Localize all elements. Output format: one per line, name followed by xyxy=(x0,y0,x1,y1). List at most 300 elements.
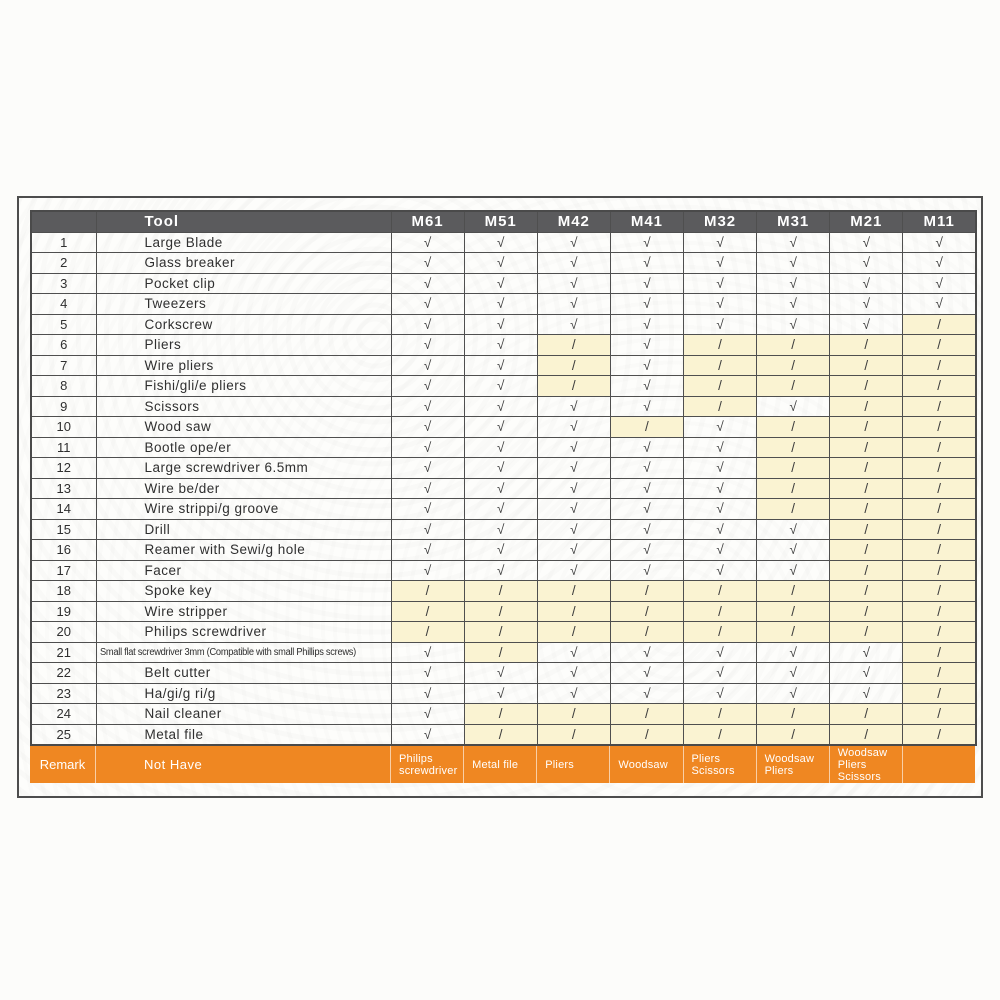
remark-cell-m51 xyxy=(463,746,536,783)
not-have-mark: / xyxy=(903,601,976,622)
have-mark: √ xyxy=(903,273,976,294)
have-mark: √ xyxy=(537,232,610,253)
tool-name: Wire be/der xyxy=(96,478,391,499)
tool-name: Spoke key xyxy=(96,581,391,602)
row-number: 1 xyxy=(31,232,96,253)
table-row xyxy=(31,232,976,253)
have-mark: √ xyxy=(537,253,610,274)
tool-name: Large Blade xyxy=(96,232,391,253)
have-mark: √ xyxy=(537,396,610,417)
not-have-mark: / xyxy=(391,622,464,643)
have-mark: √ xyxy=(684,499,757,520)
not-have-mark: / xyxy=(757,499,830,520)
remark-cell-m42 xyxy=(536,746,609,783)
have-mark: √ xyxy=(610,458,683,479)
table-row xyxy=(31,663,976,684)
have-mark: √ xyxy=(684,232,757,253)
remark-line: Pliers xyxy=(691,752,721,765)
tool-name: Wire pliers xyxy=(96,355,391,376)
not-have-mark: / xyxy=(537,581,610,602)
column-header-tool: Tool xyxy=(96,211,391,232)
have-mark: √ xyxy=(684,683,757,704)
not-have-mark: / xyxy=(903,683,976,704)
table-row xyxy=(31,683,976,704)
have-mark: √ xyxy=(391,396,464,417)
have-mark: √ xyxy=(464,540,537,561)
have-mark: √ xyxy=(610,499,683,520)
have-mark: √ xyxy=(610,355,683,376)
not-have-mark: / xyxy=(464,724,537,745)
tool-comparison xyxy=(30,210,975,783)
not-have-mark: / xyxy=(830,478,903,499)
table-row xyxy=(31,273,976,294)
tool-name: Drill xyxy=(96,519,391,540)
column-header-m61: M61 xyxy=(391,211,464,232)
table-row xyxy=(31,376,976,397)
have-mark: √ xyxy=(610,437,683,458)
not-have-mark: / xyxy=(830,396,903,417)
have-mark: √ xyxy=(391,355,464,376)
tool-name: Corkscrew xyxy=(96,314,391,335)
have-mark: √ xyxy=(757,396,830,417)
have-mark: √ xyxy=(537,663,610,684)
have-mark: √ xyxy=(684,519,757,540)
tool-name: Scissors xyxy=(96,396,391,417)
have-mark: √ xyxy=(757,273,830,294)
have-mark: √ xyxy=(464,273,537,294)
tool-name: Wire stripper xyxy=(96,601,391,622)
remark-line: Pliers xyxy=(545,758,574,771)
not-have-mark: / xyxy=(830,458,903,479)
not-have-mark: / xyxy=(684,622,757,643)
table-row xyxy=(31,560,976,581)
have-mark: √ xyxy=(464,663,537,684)
have-mark: √ xyxy=(464,253,537,274)
not-have-mark: / xyxy=(903,437,976,458)
remark-line: Woodsaw xyxy=(837,746,888,759)
have-mark: √ xyxy=(610,540,683,561)
row-number: 10 xyxy=(31,417,96,438)
have-mark: √ xyxy=(610,376,683,397)
table-row xyxy=(31,601,976,622)
not-have-mark: / xyxy=(464,642,537,663)
not-have-mark: / xyxy=(537,335,610,356)
have-mark: √ xyxy=(830,314,903,335)
have-mark: √ xyxy=(537,499,610,520)
tool-name: Large screwdriver 6.5mm xyxy=(96,458,391,479)
tool-name: Pocket clip xyxy=(96,273,391,294)
have-mark: √ xyxy=(391,253,464,274)
not-have-mark: / xyxy=(610,601,683,622)
column-header-m21: M21 xyxy=(830,211,903,232)
table-row xyxy=(31,294,976,315)
have-mark: √ xyxy=(610,314,683,335)
have-mark: √ xyxy=(684,273,757,294)
not-have-mark: / xyxy=(537,724,610,745)
table-row xyxy=(31,478,976,499)
not-have-mark: / xyxy=(830,437,903,458)
have-mark: √ xyxy=(464,437,537,458)
have-mark: √ xyxy=(537,560,610,581)
have-mark: √ xyxy=(464,335,537,356)
have-mark: √ xyxy=(830,683,903,704)
not-have-mark: / xyxy=(903,519,976,540)
have-mark: √ xyxy=(684,314,757,335)
column-header-number xyxy=(31,211,96,232)
not-have-mark: / xyxy=(610,581,683,602)
have-mark: √ xyxy=(464,417,537,438)
table-row xyxy=(31,417,976,438)
not-have-mark: / xyxy=(903,499,976,520)
have-mark: √ xyxy=(610,294,683,315)
not-have-mark: / xyxy=(391,581,464,602)
not-have-mark: / xyxy=(537,704,610,725)
tool-name: Facer xyxy=(96,560,391,581)
not-have-mark: / xyxy=(464,601,537,622)
tool-name: Reamer with Sewi/g hole xyxy=(96,540,391,561)
have-mark: √ xyxy=(903,253,976,274)
remark-cell-m32 xyxy=(683,746,756,783)
have-mark: √ xyxy=(391,458,464,479)
row-number: 2 xyxy=(31,253,96,274)
have-mark: √ xyxy=(391,437,464,458)
not-have-mark: / xyxy=(610,417,683,438)
have-mark: √ xyxy=(830,663,903,684)
have-mark: √ xyxy=(391,232,464,253)
have-mark: √ xyxy=(464,458,537,479)
not-have-mark: / xyxy=(757,355,830,376)
not-have-mark: / xyxy=(684,396,757,417)
tool-name: Glass breaker xyxy=(96,253,391,274)
not-have-mark: / xyxy=(903,724,976,745)
have-mark: √ xyxy=(684,417,757,438)
have-mark: √ xyxy=(464,478,537,499)
header-row xyxy=(31,211,976,232)
have-mark: √ xyxy=(830,232,903,253)
have-mark: √ xyxy=(684,540,757,561)
have-mark: √ xyxy=(610,663,683,684)
have-mark: √ xyxy=(684,458,757,479)
not-have-mark: / xyxy=(757,335,830,356)
have-mark: √ xyxy=(757,560,830,581)
have-mark: √ xyxy=(537,683,610,704)
have-mark: √ xyxy=(610,232,683,253)
not-have-mark: / xyxy=(684,724,757,745)
have-mark: √ xyxy=(391,540,464,561)
remark-row xyxy=(30,746,975,783)
row-number: 17 xyxy=(31,560,96,581)
table-row xyxy=(31,396,976,417)
have-mark: √ xyxy=(391,704,464,725)
have-mark: √ xyxy=(610,519,683,540)
tool-name: Small flat screwdriver 3mm (Compatible with small Phillips screws) xyxy=(96,642,391,663)
table-row xyxy=(31,458,976,479)
have-mark: √ xyxy=(684,294,757,315)
remark-cell-m31 xyxy=(756,746,829,783)
table-row xyxy=(31,581,976,602)
not-have-mark: / xyxy=(830,499,903,520)
remark-label: Remark xyxy=(39,757,86,772)
not-have-mark: / xyxy=(903,642,976,663)
row-number: 8 xyxy=(31,376,96,397)
not-have-mark: / xyxy=(903,622,976,643)
not-have-mark: / xyxy=(830,417,903,438)
row-number: 23 xyxy=(31,683,96,704)
table-row xyxy=(31,724,976,745)
table-row xyxy=(31,704,976,725)
not-have-mark: / xyxy=(830,519,903,540)
not-have-mark: / xyxy=(757,417,830,438)
not-have-mark: / xyxy=(757,437,830,458)
have-mark: √ xyxy=(757,253,830,274)
row-number: 3 xyxy=(31,273,96,294)
column-header-m31: M31 xyxy=(757,211,830,232)
have-mark: √ xyxy=(757,642,830,663)
have-mark: √ xyxy=(391,273,464,294)
have-mark: √ xyxy=(391,683,464,704)
have-mark: √ xyxy=(464,499,537,520)
not-have-mark: / xyxy=(830,704,903,725)
not-have-mark: / xyxy=(903,314,976,335)
have-mark: √ xyxy=(684,642,757,663)
not-have-mark: / xyxy=(537,355,610,376)
tool-name: Ha/gi/g ri/g xyxy=(96,683,391,704)
not-have-mark: / xyxy=(830,355,903,376)
have-mark: √ xyxy=(391,519,464,540)
remark-line: Scissors xyxy=(691,764,735,777)
row-number: 19 xyxy=(31,601,96,622)
column-header-m42: M42 xyxy=(537,211,610,232)
remark-line: Scissors xyxy=(837,770,881,783)
tool-name: Philips screwdriver xyxy=(96,622,391,643)
table-row xyxy=(31,642,976,663)
not-have-mark: / xyxy=(903,663,976,684)
not-have-mark: / xyxy=(903,376,976,397)
not-have-mark: / xyxy=(830,622,903,643)
table-row xyxy=(31,437,976,458)
have-mark: √ xyxy=(903,232,976,253)
have-mark: √ xyxy=(757,663,830,684)
have-mark: √ xyxy=(610,396,683,417)
have-mark: √ xyxy=(610,642,683,663)
tool-name: Nail cleaner xyxy=(96,704,391,725)
have-mark: √ xyxy=(684,560,757,581)
not-have-mark: / xyxy=(830,601,903,622)
have-mark: √ xyxy=(391,499,464,520)
have-mark: √ xyxy=(537,642,610,663)
have-mark: √ xyxy=(610,560,683,581)
have-mark: √ xyxy=(610,253,683,274)
not-have-mark: / xyxy=(537,622,610,643)
tool-name: Wire strippi/g groove xyxy=(96,499,391,520)
have-mark: √ xyxy=(391,314,464,335)
not-have-mark: / xyxy=(757,622,830,643)
tool-name: Metal file xyxy=(96,724,391,745)
column-header-m41: M41 xyxy=(610,211,683,232)
not-have-mark: / xyxy=(757,458,830,479)
table-row xyxy=(31,355,976,376)
not-have-label: Not Have xyxy=(95,746,390,783)
table-row xyxy=(31,519,976,540)
have-mark: √ xyxy=(757,294,830,315)
have-mark: √ xyxy=(391,663,464,684)
row-number: 22 xyxy=(31,663,96,684)
not-have-mark: / xyxy=(830,376,903,397)
not-have-mark: / xyxy=(757,724,830,745)
row-number: 15 xyxy=(31,519,96,540)
have-mark: √ xyxy=(391,724,464,745)
not-have-mark: / xyxy=(830,724,903,745)
not-have-mark: / xyxy=(610,704,683,725)
have-mark: √ xyxy=(391,642,464,663)
row-number: 7 xyxy=(31,355,96,376)
not-have-mark: / xyxy=(903,417,976,438)
not-have-mark: / xyxy=(684,704,757,725)
have-mark: √ xyxy=(537,519,610,540)
tool-name: Belt cutter xyxy=(96,663,391,684)
not-have-mark: / xyxy=(903,458,976,479)
row-number: 20 xyxy=(31,622,96,643)
have-mark: √ xyxy=(464,314,537,335)
have-mark: √ xyxy=(537,314,610,335)
not-have-mark: / xyxy=(903,704,976,725)
have-mark: √ xyxy=(610,683,683,704)
table-body xyxy=(31,232,976,745)
have-mark: √ xyxy=(537,540,610,561)
tool-name: Fishi/gli/e pliers xyxy=(96,376,391,397)
remark-cell-m41 xyxy=(609,746,682,783)
tool-name: Bootle ope/er xyxy=(96,437,391,458)
have-mark: √ xyxy=(537,417,610,438)
not-have-mark: / xyxy=(903,396,976,417)
remark-line: Philips xyxy=(399,752,433,765)
remark-cell-m11 xyxy=(902,746,975,783)
row-number: 25 xyxy=(31,724,96,745)
remark-cell-m21 xyxy=(829,746,902,783)
have-mark: √ xyxy=(610,273,683,294)
column-header-m51: M51 xyxy=(464,211,537,232)
have-mark: √ xyxy=(830,253,903,274)
have-mark: √ xyxy=(391,560,464,581)
row-number: 18 xyxy=(31,581,96,602)
have-mark: √ xyxy=(464,355,537,376)
have-mark: √ xyxy=(537,458,610,479)
column-header-m32: M32 xyxy=(684,211,757,232)
not-have-mark: / xyxy=(464,581,537,602)
not-have-mark: / xyxy=(903,355,976,376)
have-mark: √ xyxy=(537,478,610,499)
not-have-mark: / xyxy=(684,601,757,622)
not-have-mark: / xyxy=(684,581,757,602)
not-have-mark: / xyxy=(830,335,903,356)
row-number: 6 xyxy=(31,335,96,356)
have-mark: √ xyxy=(464,396,537,417)
have-mark: √ xyxy=(391,478,464,499)
not-have-mark: / xyxy=(903,478,976,499)
remark-line: screwdriver xyxy=(399,764,458,777)
tool-name: Tweezers xyxy=(96,294,391,315)
remark-line: Woodsaw xyxy=(764,752,815,765)
not-have-mark: / xyxy=(464,622,537,643)
table-row xyxy=(31,335,976,356)
table-row xyxy=(31,622,976,643)
have-mark: √ xyxy=(684,478,757,499)
remark-line: Pliers xyxy=(764,764,794,777)
remark-line: Pliers xyxy=(837,758,867,771)
have-mark: √ xyxy=(391,294,464,315)
not-have-mark: / xyxy=(830,581,903,602)
have-mark: √ xyxy=(830,642,903,663)
have-mark: √ xyxy=(757,519,830,540)
row-number: 21 xyxy=(31,642,96,663)
not-have-mark: / xyxy=(537,376,610,397)
not-have-mark: / xyxy=(903,540,976,561)
row-number: 12 xyxy=(31,458,96,479)
table-row xyxy=(31,253,976,274)
remark-cell-m61 xyxy=(390,746,463,783)
remark-line: Woodsaw xyxy=(618,758,668,771)
table-row xyxy=(31,314,976,335)
have-mark: √ xyxy=(464,376,537,397)
have-mark: √ xyxy=(391,417,464,438)
row-number: 5 xyxy=(31,314,96,335)
row-number: 14 xyxy=(31,499,96,520)
not-have-mark: / xyxy=(684,335,757,356)
have-mark: √ xyxy=(537,273,610,294)
table-row xyxy=(31,499,976,520)
have-mark: √ xyxy=(391,376,464,397)
have-mark: √ xyxy=(757,683,830,704)
have-mark: √ xyxy=(684,663,757,684)
not-have-mark: / xyxy=(757,376,830,397)
tool-name: Pliers xyxy=(96,335,391,356)
have-mark: √ xyxy=(464,519,537,540)
not-have-mark: / xyxy=(684,376,757,397)
have-mark: √ xyxy=(610,478,683,499)
have-mark: √ xyxy=(610,335,683,356)
not-have-mark: / xyxy=(757,478,830,499)
have-mark: √ xyxy=(757,314,830,335)
table-row xyxy=(31,540,976,561)
not-have-mark: / xyxy=(830,540,903,561)
not-have-mark: / xyxy=(757,581,830,602)
have-mark: √ xyxy=(537,294,610,315)
have-mark: √ xyxy=(537,437,610,458)
have-mark: √ xyxy=(464,232,537,253)
have-mark: √ xyxy=(464,560,537,581)
have-mark: √ xyxy=(830,294,903,315)
not-have-mark: / xyxy=(757,601,830,622)
not-have-mark: / xyxy=(903,560,976,581)
column-header-m11: M11 xyxy=(903,211,976,232)
have-mark: √ xyxy=(757,232,830,253)
not-have-mark: / xyxy=(830,560,903,581)
not-have-mark: / xyxy=(757,704,830,725)
have-mark: √ xyxy=(464,683,537,704)
tool-name: Wood saw xyxy=(96,417,391,438)
have-mark: √ xyxy=(757,540,830,561)
row-number: 13 xyxy=(31,478,96,499)
not-have-mark: / xyxy=(391,601,464,622)
not-have-mark: / xyxy=(903,581,976,602)
have-mark: √ xyxy=(903,294,976,315)
have-mark: √ xyxy=(684,437,757,458)
not-have-mark: / xyxy=(610,622,683,643)
not-have-mark: / xyxy=(684,355,757,376)
not-have-mark: / xyxy=(903,335,976,356)
not-have-mark: / xyxy=(537,601,610,622)
row-number: 16 xyxy=(31,540,96,561)
